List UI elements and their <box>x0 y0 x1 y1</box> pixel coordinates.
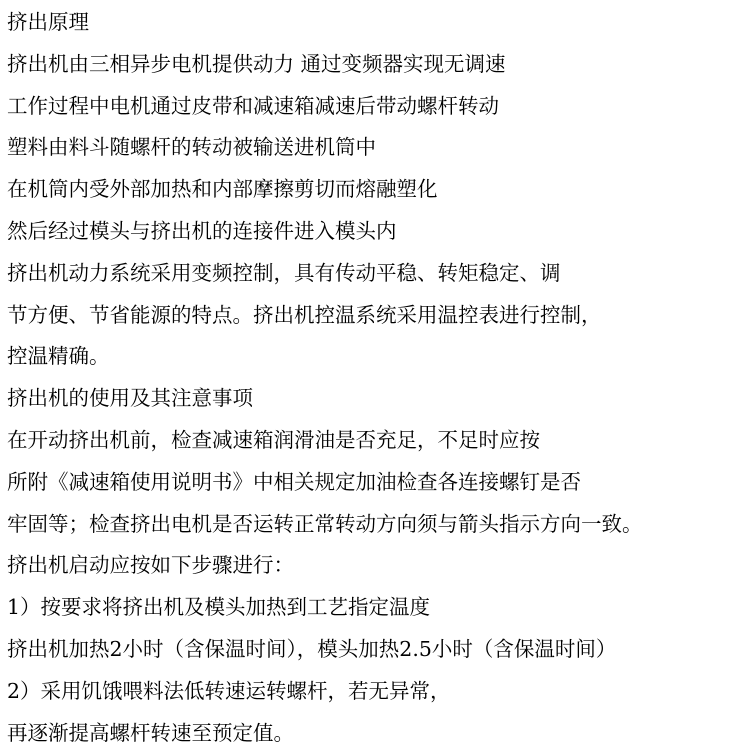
text-line: 牢固等；检查挤出电机是否运转正常转动方向须与箭头指示方向一致。 <box>7 511 643 536</box>
section-heading-startup-steps: 挤出机启动应按如下步骤进行： <box>7 553 294 578</box>
text-line: 然后经过模头与挤出机的连接件进入模头内 <box>7 218 397 243</box>
text-line: 所附《减速箱使用说明书》中相关规定加油检查各连接螺钉是否 <box>7 469 581 494</box>
text-line: 在机筒内受外部加热和内部摩擦剪切而熔融塑化 <box>7 177 438 202</box>
section-heading-extrusion-principle: 挤出原理 <box>7 10 89 34</box>
text-line: 挤出机加热2小时（含保温时间），模头加热2.5小时（含保温时间） <box>7 636 617 661</box>
text-line: 挤出机由三相异步电机提供动力 通过变频器实现无调速 <box>7 51 506 76</box>
text-line: 再逐渐提高螺杆转速至预定值。 <box>7 720 294 745</box>
text-line: 塑料由料斗随螺杆的转动被输送进机筒中 <box>7 135 376 160</box>
text-line: 工作过程中电机通过皮带和减速箱减速后带动螺杆转动 <box>7 93 499 118</box>
step-1-line: 1）按要求将挤出机及模头加热到工艺指定温度 <box>7 595 431 620</box>
text-line: 节方便、节省能源的特点。挤出机控温系统采用温控表进行控制， <box>7 302 602 327</box>
text-line: 挤出机动力系统采用变频控制，具有传动平稳、转矩稳定、调 <box>7 260 561 285</box>
section-heading-usage-notes: 挤出机的使用及其注意事项 <box>7 386 253 411</box>
text-line: 控温精确。 <box>7 344 110 369</box>
step-2-line: 2）采用饥饿喂料法低转速运转螺杆，若无异常， <box>7 678 451 703</box>
document-body <box>7 2 747 754</box>
text-line: 在开动挤出机前，检查减速箱润滑油是否充足，不足时应按 <box>7 427 540 452</box>
